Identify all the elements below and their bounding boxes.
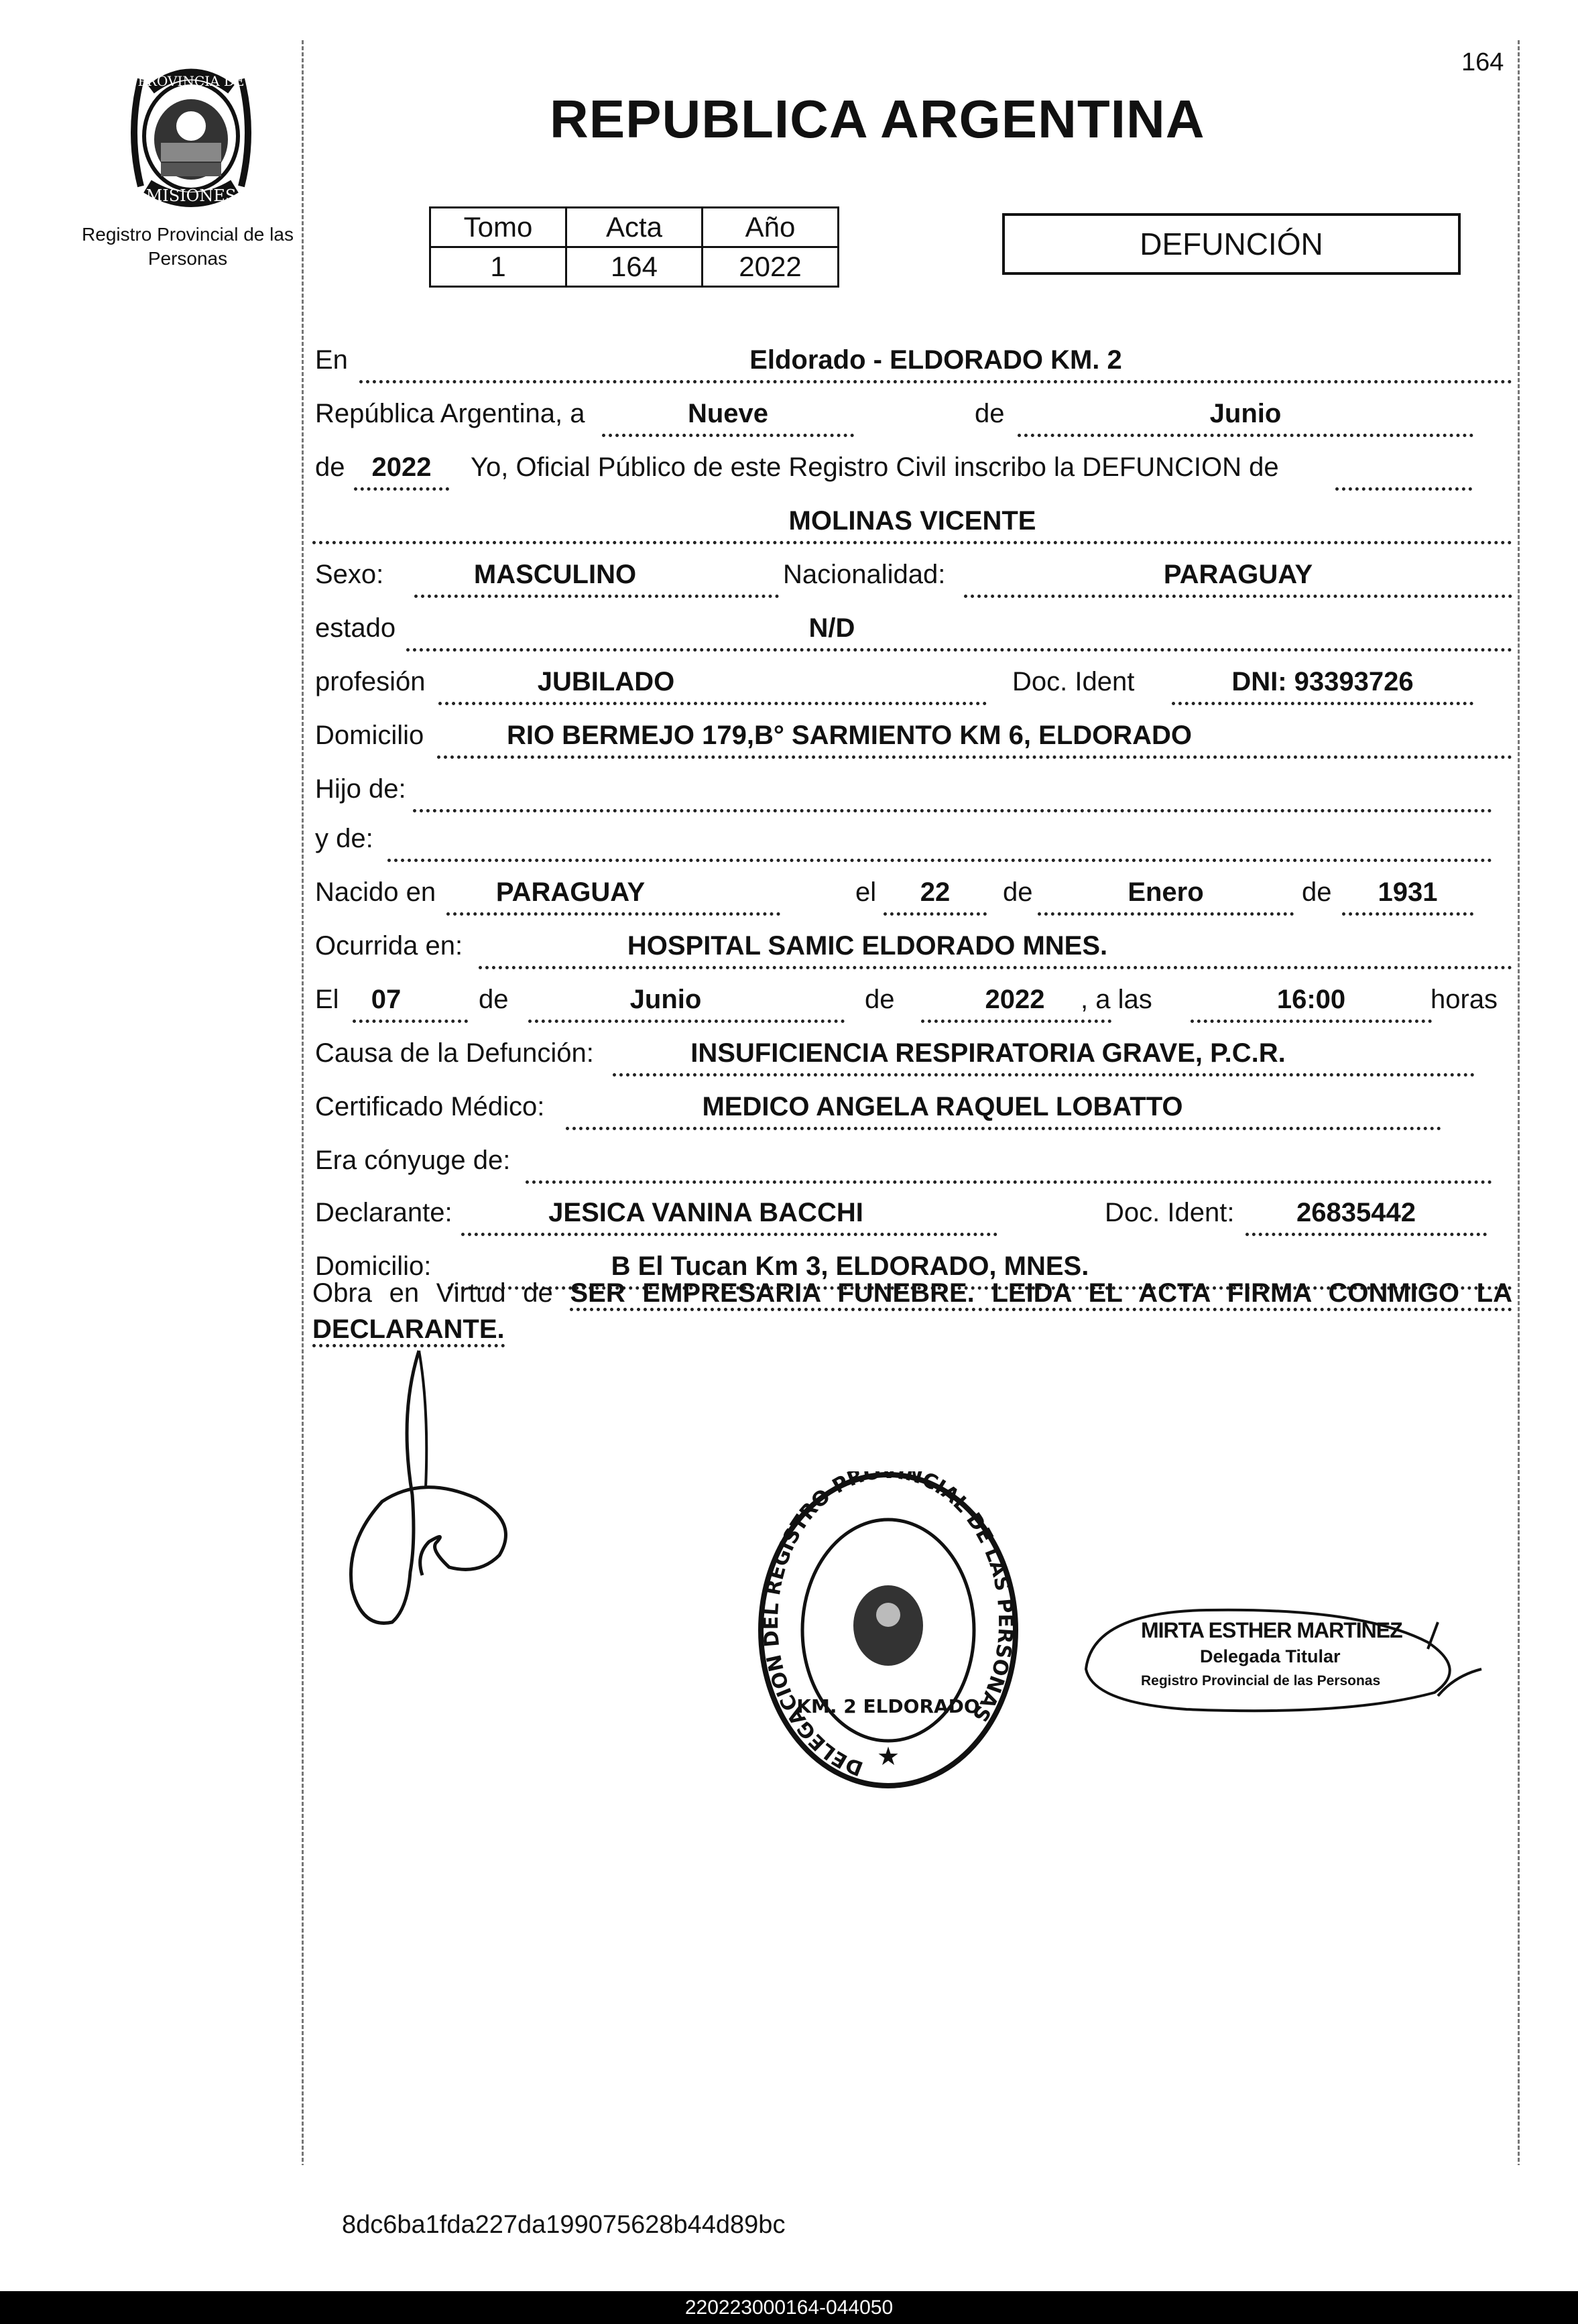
- label-sexo: Sexo:: [315, 560, 384, 589]
- value-profesion: JUBILADO: [537, 667, 675, 696]
- official-org: Registro Provincial de las Personas: [1141, 1673, 1381, 1689]
- value-month: Junio: [1209, 399, 1282, 428]
- table-value-acta: 164: [566, 247, 703, 287]
- label-profesion: profesión: [315, 667, 426, 696]
- official-oval-stamp: [754, 1471, 1022, 1790]
- label-obra: Obra en Virtud de: [312, 1278, 553, 1308]
- label-declarante-domicilio: Domicilio:: [315, 1251, 432, 1281]
- value-declarante: JESICA VANINA BACCHI: [548, 1198, 863, 1227]
- label-conyuge: Era cónyuge de:: [315, 1146, 511, 1175]
- row-ocurrida: [312, 916, 1512, 969]
- table-value-anio: 2022: [703, 247, 839, 287]
- label-certificado: Certificado Médico:: [315, 1092, 545, 1121]
- left-margin-line: [302, 40, 304, 2165]
- row-causa: [312, 1023, 1512, 1077]
- label-ocurrida: Ocurrida en:: [315, 931, 463, 961]
- value-year: 2022: [371, 452, 432, 482]
- label-de-mes: de: [1003, 877, 1033, 907]
- stamp-star-icon: ★: [876, 1741, 900, 1771]
- declarante-signature: [335, 1341, 536, 1636]
- row-inscribo: [312, 437, 1512, 491]
- value-domicilio: RIO BERMEJO 179,B° SARMIENTO KM 6, ELDORADO: [506, 721, 1193, 750]
- value-nacido-mes: Enero: [1128, 877, 1204, 907]
- label-nacido: Nacido en: [315, 877, 436, 907]
- registry-caption: Registro Provincial de las Personas: [82, 224, 294, 269]
- label-domicilio: Domicilio: [315, 721, 424, 750]
- row-sexo: [312, 544, 1512, 598]
- value-day: Nueve: [687, 399, 769, 428]
- value-doc: DNI: 93393726: [1231, 667, 1414, 696]
- label-El: El: [315, 985, 339, 1014]
- table-header-anio: Año: [703, 208, 839, 247]
- value-certificado: MEDICO ANGELA RAQUEL LOBATTO: [702, 1092, 1183, 1121]
- value-def-mes: Junio: [629, 985, 702, 1014]
- row-republica: [312, 383, 1512, 437]
- official-role: Delegada Titular: [1200, 1646, 1341, 1666]
- record-type-box: DEFUNCIÓN: [1002, 213, 1461, 275]
- row-en: [312, 330, 1512, 383]
- label-alas: , a las: [1081, 985, 1152, 1014]
- label-el: el: [855, 877, 877, 907]
- official-stamp: [1079, 1595, 1488, 1716]
- label-republica: República Argentina, a: [315, 399, 585, 428]
- label-hijo: Hijo de:: [315, 774, 406, 804]
- value-en: Eldorado - ELDORADO KM. 2: [749, 345, 1122, 375]
- label-de-anio: de: [1302, 877, 1332, 907]
- row-declarante: [312, 1182, 1512, 1236]
- seal-top-text: PROVINCIA DE: [137, 73, 245, 89]
- seal-bottom-text: MISIONES: [145, 186, 237, 205]
- stamp-outer-text: DELEGACION DEL REGISTRO PROVINCIAL DE LAS PERSONAS: [760, 1471, 1018, 1780]
- value-nacido-anio: 1931: [1378, 877, 1438, 907]
- inscribo-text: Yo, Oficial Público de este Registro Civil inscribo la DEFUNCION de: [471, 452, 1279, 482]
- label-nacionalidad: Nacionalidad:: [783, 560, 946, 589]
- row-conyuge: [312, 1130, 1512, 1184]
- page-number: 164: [1461, 48, 1504, 76]
- value-nacido-dia: 22: [920, 877, 951, 907]
- label-de-def-mes: de: [479, 985, 509, 1014]
- label-declarante-doc: Doc. Ident:: [1105, 1198, 1235, 1227]
- label-declarante: Declarante:: [315, 1198, 452, 1227]
- row-fecha-defuncion: [312, 969, 1512, 1023]
- label-en: En: [315, 345, 348, 375]
- label-estado: estado: [315, 613, 396, 643]
- value-obra: SER EMPRESARIA FUNEBRE. LEIDA EL ACTA FIRMA CONMIGO LA DECLARANTE.: [312, 1278, 1512, 1347]
- label-yde: y de:: [315, 824, 373, 853]
- table-value-tomo: 1: [430, 247, 566, 287]
- provincial-seal-logo: [114, 52, 268, 213]
- value-deceased-name: MOLINAS VICENTE: [788, 506, 1036, 536]
- value-causa: INSUFICIENCIA RESPIRATORIA GRAVE, P.C.R.: [690, 1038, 1286, 1068]
- label-doc: Doc. Ident: [1012, 667, 1135, 696]
- label-horas: horas: [1431, 985, 1498, 1014]
- row-domicilio: [312, 705, 1512, 759]
- table-header-tomo: Tomo: [430, 208, 566, 247]
- row-profesion: [312, 652, 1512, 705]
- footer-id-bar: 220223000164-044050: [0, 2291, 1578, 2324]
- row-hijo: [312, 759, 1512, 812]
- value-ocurrida: HOSPITAL SAMIC ELDORADO MNES.: [627, 931, 1108, 961]
- label-de-year: de: [315, 452, 345, 482]
- row-obra: [312, 1275, 1512, 1347]
- page-title: REPUBLICA ARGENTINA: [550, 89, 1205, 149]
- label-de-def-anio: de: [865, 985, 895, 1014]
- value-estado: N/D: [808, 613, 855, 643]
- value-def-dia: 07: [371, 985, 402, 1014]
- label-de: de: [975, 399, 1005, 428]
- right-margin-line: [1518, 40, 1520, 2165]
- table-header-acta: Acta: [566, 208, 703, 247]
- value-def-hora: 16:00: [1276, 985, 1346, 1014]
- document-hash: 8dc6ba1fda227da199075628b44d89bc: [342, 2211, 786, 2239]
- stamp-inner-text: KM. 2 ELDORADO: [796, 1695, 980, 1717]
- row-nacido: [312, 862, 1512, 916]
- row-certificado: [312, 1077, 1512, 1130]
- row-yde: [312, 808, 1512, 862]
- value-nacido-lugar: PARAGUAY: [495, 877, 646, 907]
- value-declarante-domicilio: B El Tucan Km 3, ELDORADO, MNES.: [611, 1251, 1089, 1281]
- value-def-anio: 2022: [985, 985, 1045, 1014]
- row-estado: [312, 598, 1512, 652]
- row-deceased-name: [312, 491, 1512, 544]
- official-name: MIRTA ESTHER MARTINEZ: [1141, 1618, 1402, 1642]
- value-declarante-doc: 26835442: [1296, 1198, 1416, 1227]
- label-causa: Causa de la Defunción:: [315, 1038, 594, 1068]
- record-table: [429, 206, 839, 288]
- value-sexo: MASCULINO: [473, 560, 637, 589]
- value-nacionalidad: PARAGUAY: [1163, 560, 1313, 589]
